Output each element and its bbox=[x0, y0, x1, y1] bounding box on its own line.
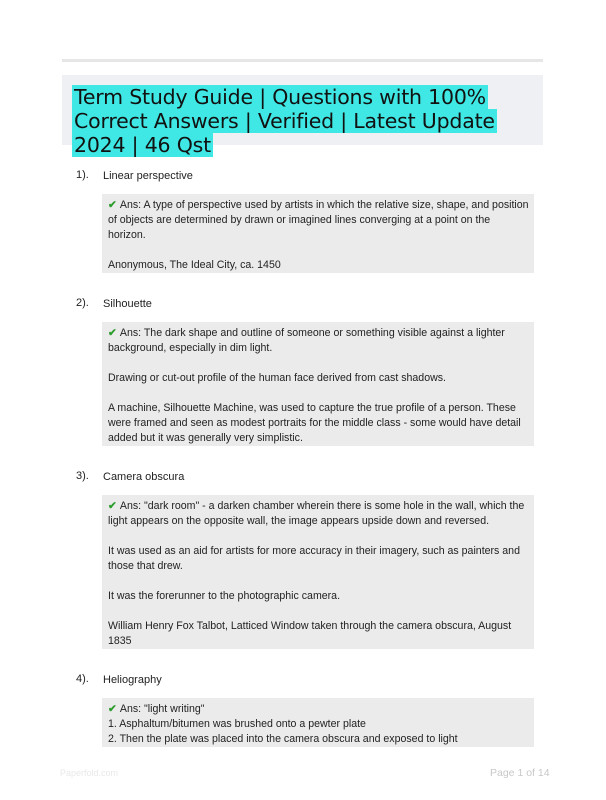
check-icon: ✔ bbox=[108, 500, 117, 512]
question-number: 1). bbox=[76, 169, 89, 181]
question-number: 4). bbox=[76, 673, 89, 685]
question-term: Heliography bbox=[103, 674, 162, 686]
answer-box: ✔ Ans: The dark shape and outline of someone or something visible against a lighter background, especially in dim light. Drawing or cut-out profile of the human face derived from cast shadows. A machine, Silhouette Machine, was used to capture the true profile of a person. These were framed and seen as modest portraits for the middle class - some would have detail added but it was generally very simplistic. bbox=[102, 322, 534, 446]
top-divider bbox=[62, 59, 543, 62]
page-indicator: Page 1 of 14 bbox=[490, 767, 550, 779]
question-number: 3). bbox=[76, 470, 89, 482]
check-icon: ✔ bbox=[108, 199, 117, 211]
check-icon: ✔ bbox=[108, 327, 117, 339]
answer-box: ✔ Ans: "dark room" - a darken chamber wherein there is some hole in the wall, which the light appears on the opposite wall, the image appears upside down and reversed. It was used as an aid for artists for more accuracy in their imagery, such as painters and those that drew. It was the forerunner to the photographic camera. William Henry Fox Talbot, Latticed Window taken through the camera obscura, August 1835 bbox=[102, 495, 534, 649]
question-number: 2). bbox=[76, 297, 89, 309]
question-term: Linear perspective bbox=[103, 170, 193, 182]
question-term: Silhouette bbox=[103, 298, 152, 310]
question-term: Camera obscura bbox=[103, 471, 185, 483]
title-banner bbox=[62, 75, 543, 157]
answer-box: ✔ Ans: "light writing" 1. Asphaltum/bitumen was brushed onto a pewter plate 2. Then the plate was placed into the camera obscura and exposed to light bbox=[102, 698, 534, 747]
footer-watermark: Paperfold.com bbox=[60, 768, 119, 778]
document-title: Term Study Guide | Questions with 100% Correct Answers | Verified | Latest Update 2024 | 46 Qst bbox=[74, 85, 495, 157]
check-icon: ✔ bbox=[108, 703, 117, 715]
answer-box: ✔ Ans: A type of perspective used by artists in which the relative size, shape, and position of objects are determined by drawn or imagined lines converging at a point on the horizon. Anonymous, The Ideal City, ca. 1450 bbox=[102, 194, 534, 273]
